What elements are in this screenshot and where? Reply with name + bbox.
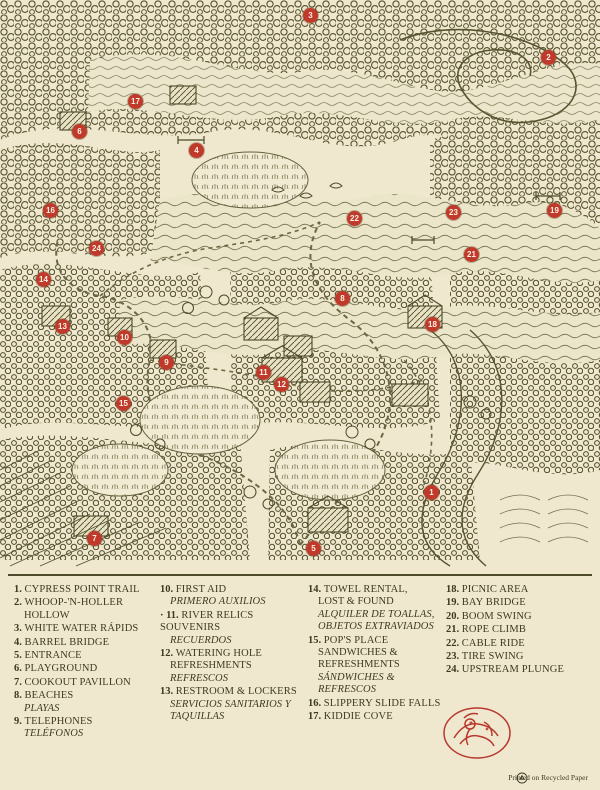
legend-entry-name: FIRST AID [175, 584, 227, 595]
legend-entry[interactable] [308, 711, 443, 723]
legend-entry-name: BEACHES [24, 690, 74, 702]
legend-entry-number: 10. [160, 584, 174, 595]
legend-entry[interactable] [446, 664, 596, 676]
map-marker[interactable]: 19 [547, 203, 562, 218]
map-marker[interactable]: 23 [446, 205, 461, 220]
legend-entry-number: 8. [14, 690, 22, 702]
legend-entry-number: 22. [446, 637, 460, 649]
legend-entry-spanish: ALQUILER DE TOALLAS, [318, 608, 435, 620]
legend-entry-name: ROPE CLIMB [461, 624, 526, 636]
legend-entry[interactable] [14, 690, 154, 715]
map-marker[interactable]: 17 [128, 94, 143, 109]
legend-entry-name: TELEPHONES [24, 716, 93, 728]
map-marker[interactable]: 11 [256, 365, 271, 380]
legend-entry-name: PLAYGROUND [24, 663, 98, 675]
legend-entry[interactable] [14, 597, 154, 622]
legend-entry-number: 24. [446, 664, 460, 676]
legend-entry-name: CABLE RIDE [461, 637, 525, 649]
map-marker[interactable]: 3 [303, 8, 318, 23]
legend-entry[interactable] [446, 638, 596, 650]
legend-entry[interactable] [14, 677, 154, 689]
map-legend [0, 570, 600, 790]
legend-column-4 [446, 584, 596, 678]
map-marker[interactable]: 24 [89, 241, 104, 256]
map-marker[interactable]: 10 [117, 330, 132, 345]
legend-entry[interactable] [14, 663, 154, 675]
legend-entry-cont: REFRESHMENTS [170, 660, 252, 672]
legend-entry-number: 9. [14, 716, 22, 728]
legend-entry-name: PICNIC AREA [461, 584, 529, 595]
legend-entry-spanish: PRIMERO AUXILIOS [170, 596, 266, 608]
map-marker[interactable]: 14 [36, 272, 51, 287]
legend-entry-name: TIRE SWING [461, 651, 524, 663]
legend-entry-name: BARREL BRIDGE [24, 636, 110, 648]
legend-entry-number: · 11. [160, 609, 179, 621]
legend-entry[interactable] [308, 635, 443, 697]
legend-entry-name: CYPRESS POINT TRAIL [24, 584, 140, 595]
legend-entry-number: 15. [308, 634, 322, 646]
legend-entry-name: COOKOUT PAVILLON [24, 676, 131, 688]
legend-entry-name: BOOM SWING [461, 610, 532, 622]
legend-entry[interactable] [308, 584, 443, 634]
legend-entry[interactable] [14, 584, 154, 596]
legend-entry-number: 13. [160, 686, 174, 698]
legend-entry[interactable] [160, 610, 305, 647]
legend-entry[interactable] [446, 597, 596, 609]
legend-entry[interactable] [14, 650, 154, 662]
legend-entry[interactable] [446, 651, 596, 663]
legend-entry-spanish: PLAYAS [24, 702, 60, 714]
legend-entry-name: WHOOP-'N-HOLLER [24, 597, 124, 609]
legend-entry-name: RESTROOM & LOCKERS [175, 686, 297, 698]
map-marker[interactable]: 5 [306, 541, 321, 556]
legend-entry-number: 21. [446, 624, 460, 636]
printed-note: Printed on Recycled Paper [508, 773, 588, 782]
legend-entry-name: RIVER RELICS SOUVENIRS [160, 609, 254, 634]
legend-entry[interactable] [14, 716, 154, 741]
map-marker[interactable]: 6 [72, 124, 87, 139]
park-seal-stamp [440, 704, 514, 762]
legend-entry-number: 19. [446, 597, 460, 609]
legend-entry-name: ENTRANCE [24, 650, 82, 662]
legend-entry-name: SLIPPERY SLIDE FALLS [323, 697, 441, 709]
map-marker[interactable]: 8 [335, 291, 350, 306]
legend-entry[interactable] [446, 611, 596, 623]
legend-entry-number: 6. [14, 663, 22, 675]
map-marker[interactable]: 2 [541, 50, 556, 65]
legend-entry-name: POP'S PLACE [323, 634, 389, 646]
map-marker[interactable]: 1 [424, 485, 439, 500]
map-marker[interactable]: 4 [189, 143, 204, 158]
legend-entry-number: 23. [446, 651, 460, 663]
legend-divider [8, 574, 592, 576]
legend-entry[interactable] [446, 624, 596, 636]
legend-entry-number: 16. [308, 697, 322, 709]
legend-entry-name: WHITE WATER RÁPIDS [24, 623, 139, 635]
legend-entry-spanish-2: TAQUILLAS [170, 711, 225, 723]
legend-entry-number: 17. [308, 711, 322, 723]
legend-entry[interactable] [160, 686, 305, 723]
legend-entry-number: 4. [14, 636, 22, 648]
legend-entry-spanish: SERVICIOS SANITARIOS Y [170, 698, 291, 710]
map-marker[interactable]: 16 [43, 203, 58, 218]
legend-entry[interactable] [446, 584, 596, 596]
legend-entry-number: 1. [14, 584, 22, 595]
legend-entry-name: WATERING HOLE [175, 648, 262, 660]
legend-entry-name: UPSTREAM PLUNGE [461, 664, 565, 676]
legend-entry-number: 12. [160, 648, 174, 660]
map-marker[interactable]: 7 [87, 531, 102, 546]
legend-entry-number: 5. [14, 650, 22, 662]
legend-entry-spanish: SÁNDWICHES & [318, 671, 395, 683]
legend-entry-number: 14. [308, 584, 322, 595]
legend-entry-name: TOWEL RENTAL, [323, 584, 408, 595]
legend-column-2 [160, 584, 305, 724]
legend-entry-spanish: REFRESCOS [170, 672, 229, 684]
legend-entry[interactable] [160, 584, 305, 609]
map-marker[interactable]: 21 [464, 247, 479, 262]
legend-entry-spanish-2: REFRESCOS [318, 684, 377, 696]
legend-column-3 [308, 584, 443, 724]
legend-entry-spanish: TELÉFONOS [24, 728, 84, 740]
legend-entry[interactable] [14, 623, 154, 635]
legend-entry[interactable] [14, 637, 154, 649]
map-marker[interactable]: 15 [116, 396, 131, 411]
map-marker[interactable]: 12 [274, 377, 289, 392]
legend-column-1 [14, 584, 154, 742]
map-marker[interactable]: 22 [347, 211, 362, 226]
map-marker[interactable]: 18 [425, 317, 440, 332]
legend-entry-number: 18. [446, 584, 460, 595]
map-marker[interactable]: 13 [55, 319, 70, 334]
legend-entry-number: 2. [14, 597, 22, 609]
legend-entry-cont: LOST & FOUND [318, 596, 394, 608]
legend-entry-spanish-2: OBJETOS EXTRAVIADOS [318, 621, 434, 633]
legend-entry-cont: HOLLOW [24, 609, 70, 621]
map-marker[interactable]: 9 [159, 355, 174, 370]
legend-entry-name: BAY BRIDGE [461, 597, 526, 609]
legend-entry-number: 7. [14, 676, 22, 688]
legend-entry[interactable] [308, 698, 443, 710]
legend-entry-name: KIDDIE COVE [323, 711, 393, 723]
legend-entry-spanish: RECUERDOS [170, 634, 232, 646]
legend-entry-number: 20. [446, 610, 460, 622]
legend-entry[interactable] [160, 648, 305, 685]
legend-entry-number: 3. [14, 623, 22, 635]
legend-entry-cont: SANDWICHES & [318, 647, 398, 659]
legend-entry-cont-2: REFRESHMENTS [318, 659, 400, 671]
